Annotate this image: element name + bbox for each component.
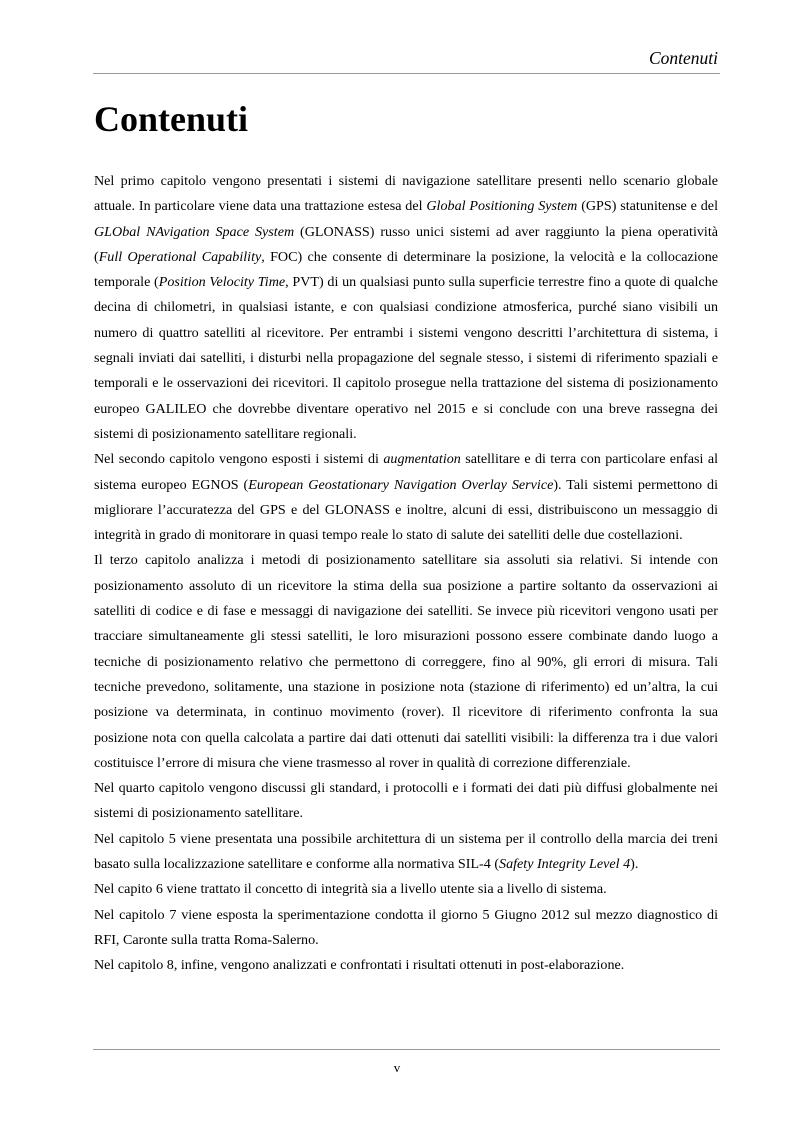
text-run: (GPS) statunitense e del (577, 198, 718, 215)
paragraph-8 (94, 953, 718, 978)
footer-rule (93, 1049, 720, 1050)
paragraph-4 (94, 776, 718, 827)
paragraph-1 (94, 169, 718, 447)
chapter-title: Contenuti (94, 99, 249, 139)
text-run: , PVT) di un qualsiasi punto sulla superficie terrestre fino a quote di qualche decina di chilometri, in qualsiasi istante, e con qualsiasi condizione atmosferica, purché siano visibili un numero di quattro satelliti al ricevitore. Per entrambi i sistemi vengono descritti l’architettura di sistema, i segnali inviati dai satelliti, i disturbi nella propagazione del segnale stesso, i sistemi di riferimento spaziali e temporali e le osservazioni dei ricevitori. Il capitolo prosegue nella trattazione del sistema di posizionamento europeo GALILEO che dovrebbe diventare operativo nel 2015 e si conclude con una breve rassegna dei sistemi di posizionamento satellitare regionali. (94, 274, 718, 442)
paragraph-7 (94, 903, 718, 954)
paragraph-5 (94, 827, 718, 878)
italic-term: Global Positioning System (426, 198, 578, 215)
italic-term: Full Operational Capability (98, 248, 262, 265)
text-run: Nel primo capitolo vengono presentati i sistemi di navigazione satellitare presenti nello scenario globale attuale. In particolare viene data una trattazione estesa del (94, 173, 718, 215)
text-run: , FOC) che consente di determinare la posizione, la velocità e la collocazione temporale ( (94, 248, 718, 291)
running-header: Contenuti (648, 48, 718, 68)
text-run: Il terzo capitolo analizza i metodi di posizionamento satellitare sia assoluti sia relativi. Si intende con posizionamento assoluto di un ricevitore la stima della sua posizione a partire soltanto da osservazioni ai satelliti di codice e di fase e messaggi di navigazione dei satelliti. Se invece più ricevitori vengono usati per tracciare simultaneamente gli stessi satelliti, le loro misurazioni possono essere combinate dando luogo a tecniche di posizionamento relativo che permettono di correggere, fino al 90%, gli errori di misura. Tali tecniche prevedono, solitamente, una stazione in posizione nota (stazione di riferimento) ed un’altra, la cui posizione va determinata, in continuo movimento (rover). Il ricevitore di riferimento confronta la sua posizione nota con quella calcolata a partire dai dati ottenuti dai satelliti visibili: la differenza tra i due valori costituisce l’errore di misura che viene trasmesso al rover in qualità di correzione differenziale. (94, 552, 718, 771)
text-run: ). Tali sistemi permettono di migliorare l’accuratezza del GPS e del GLONASS e inoltre, alcuni di essi, distribuiscono un messaggio di integrità in grado di monitorare in quasi tempo reale lo stato di salute dei satelliti delle due costellazioni. (94, 476, 718, 544)
text-run: Nel capitolo 5 viene presentata una possibile architettura di un sistema per il controllo della marcia dei treni basato sulla localizzazione satellitare e conforme alla normativa SIL-4 ( (94, 830, 718, 873)
italic-term: GLObal NAvigation Space System (94, 223, 295, 240)
italic-term: augmentation (383, 451, 461, 468)
text-run: ). (630, 856, 639, 873)
page-number: v (393, 1060, 401, 1075)
header-rule (93, 73, 720, 74)
text-run: Nel quarto capitolo vengono discussi gli standard, i protocolli e i formati dei dati più diffusi globalmente nei sistemi di posizionamento satellitare. (94, 780, 718, 822)
text-run: (GLONASS) russo unici sistemi ad aver raggiunto la piena operatività ( (94, 223, 719, 265)
italic-term: Position Velocity Time (158, 274, 286, 291)
body-text (94, 169, 718, 979)
italic-term: European Geostationary Navigation Overlay Service (248, 476, 554, 493)
paragraph-6 (94, 877, 718, 902)
paragraph-2 (94, 447, 718, 548)
text-run: Nel capitolo 7 viene esposta la sperimentazione condotta il giorno 5 Giugno 2012 sul mezzo diagnostico di RFI, Caronte sulla tratta Roma-Salerno. (94, 906, 718, 948)
paragraph-3 (94, 548, 718, 776)
text-run: Nel capito 6 viene trattato il concetto di integrità sia a livello utente sia a livello di sistema. (94, 881, 607, 898)
italic-term: Safety Integrity Level 4 (499, 856, 631, 873)
text-run: Nel capitolo 8, infine, vengono analizzati e confrontati i risultati ottenuti in post-elaborazione. (94, 957, 625, 974)
text-run: Nel secondo capitolo vengono esposti i sistemi di (94, 451, 384, 468)
text-run: satellitare e di terra con particolare enfasi al sistema europeo EGNOS ( (94, 451, 718, 493)
